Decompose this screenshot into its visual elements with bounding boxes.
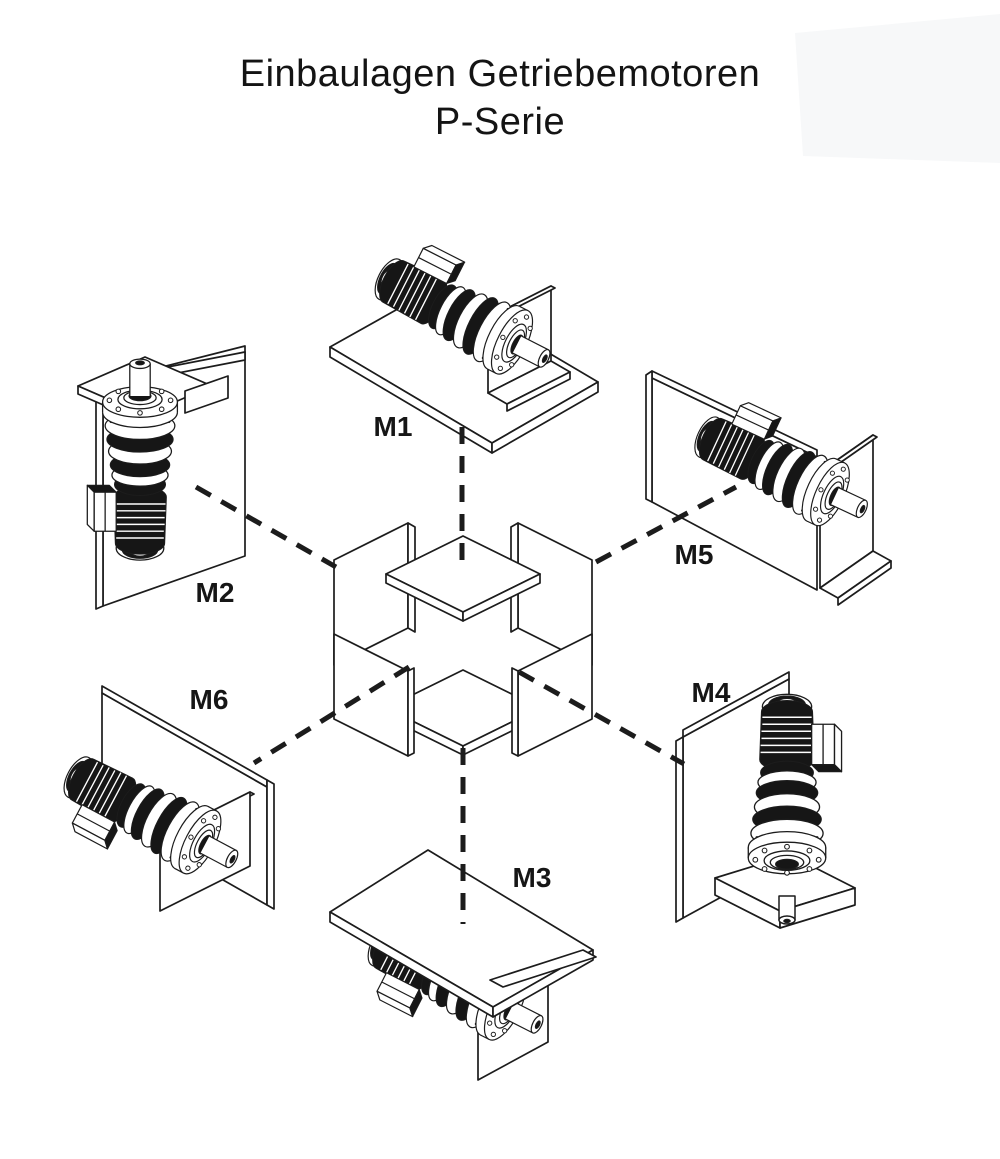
label-m2: M2	[195, 577, 235, 608]
mount-m2-illustration	[78, 346, 245, 609]
label-m3: M3	[512, 862, 552, 893]
mount-m6-illustration	[45, 686, 274, 911]
mount-m1-illustration	[330, 230, 598, 453]
mount-m4-illustration	[676, 672, 855, 928]
diagram-title	[0, 50, 1000, 146]
mount-m3-illustration	[330, 850, 596, 1080]
label-m1: M1	[373, 411, 413, 442]
label-m5: M5	[674, 539, 714, 570]
title-line-1: Einbaulagen Getriebemotoren	[239, 53, 761, 95]
label-m4: M4	[691, 677, 731, 708]
label-m6: M6	[189, 684, 229, 715]
title-line-2: P-Serie	[434, 101, 566, 143]
gearmotor-m4-illustration	[748, 694, 841, 875]
